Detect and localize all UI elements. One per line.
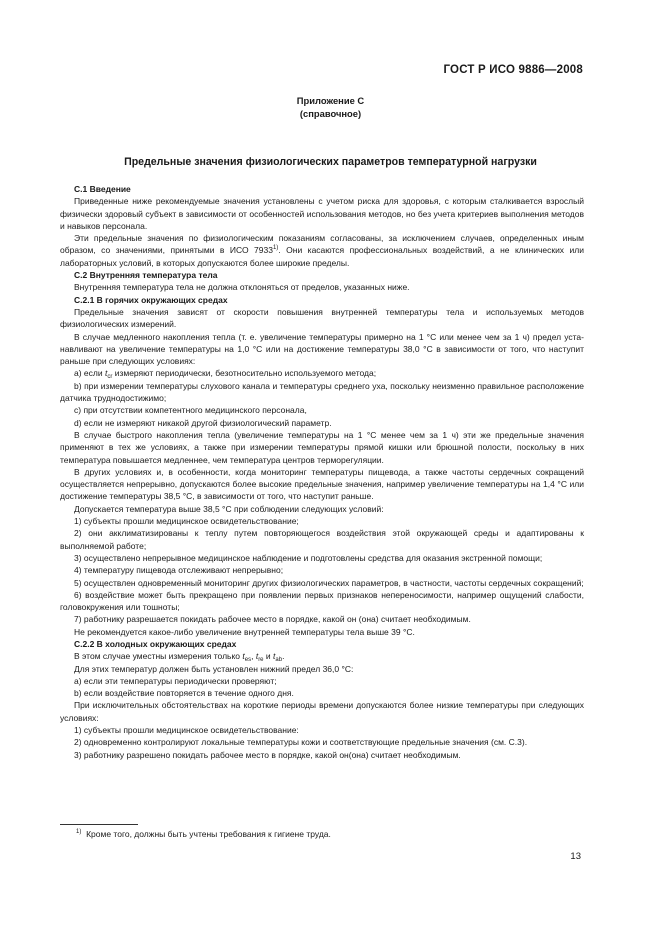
list-item: а) если $t_{cr}$ измеряют периодически, безотносительно используемого метода; bbox=[74, 368, 377, 381]
footnote: $^{1)}$ Кроме того, должны быть учтены требования к гигиене труда. bbox=[76, 829, 331, 839]
footnote-ref: 1) bbox=[272, 245, 279, 252]
paragraph: В случае медленного накопления тепла (т. е. увеличение температуры примерно на 1 °С или менее чем за 1 ч) предел устанавливают на увеличение температуры на 1,0 °С или на достижение температуры 38,0 °С в зависимости от того, что наступит раньше при следующих условиях: bbox=[60, 331, 584, 367]
list-item: 5) осуществлен одновременный мониторинг других физиологических параметров, в частности, частоты сердечных сокращений; bbox=[74, 577, 584, 588]
section-c1-heading: С.1 Введение bbox=[74, 184, 131, 194]
list-item: 6) воздействие может быть прекращено при появлении первых признаков непереносимости, например ощущений слабости, головокружения или тошноты; bbox=[60, 589, 584, 613]
paragraph: Эти предельные значения по физиологическим показаниям согласованы, за исключением случаев, определенных иным образом, со значениями, принятыми в ИСО 7933$^{1)}$. Они касаются профессиональных воздействий, а не клинических или лабораторных условий, в которых допускаются более широкие пределы. bbox=[60, 233, 584, 268]
list-item: 2) они акклиматизированы к теплу путем повторяющегося воздействия этой окружающей среды и адаптированы к выполняемой работе; bbox=[60, 528, 584, 551]
section-c22-heading: С.2.2 В холодных окружающих средах bbox=[74, 638, 237, 649]
list-item: 4) температуру пищевода отслеживают непрерывно; bbox=[74, 565, 284, 576]
list-item: 7) работнику разрешается покидать рабочее место в порядке, какой он (она) считает необходимым. bbox=[74, 614, 471, 625]
footnote-divider bbox=[60, 824, 138, 825]
paragraph: В случае быстрого накопления тепла (увеличение температуры на 1 °С менее чем за 1 ч) эти же предельные значения применяют в тех же условиях, а также при измерении температуры прямой кишки или брюшной полости, поскольку в них температура повышается медленнее, чем температура центров терморегуляции. bbox=[60, 429, 584, 465]
footnote-mark: 1) bbox=[76, 829, 82, 835]
list-item: 3) осуществлено непрерывное медицинское наблюдение и подготовлены средства для оказания экстренной помощи; bbox=[74, 552, 543, 563]
paragraph: Внутренняя температура тела не должна отклоняться от пределов, указанных ниже. bbox=[74, 282, 410, 293]
section-c2-heading: С.2 Внутренняя температура тела bbox=[74, 270, 218, 281]
list-item: а) если эти температуры периодически проверяют; bbox=[74, 675, 277, 686]
paragraph: Не рекомендуется какое-либо увеличение внутренней температуры тела выше 39 °С. bbox=[74, 626, 415, 637]
page-number: 13 bbox=[570, 851, 581, 862]
paragraph: Допускается температура выше 38,5 °С при соблюдении следующих условий: bbox=[74, 503, 384, 514]
list-item: 3) работнику разрешено покидать рабочее место в порядке, какой он(она) считает необходимым. bbox=[74, 749, 461, 760]
document-code: ГОСТ Р ИСО 9886—2008 bbox=[443, 64, 583, 76]
paragraph: Приведенные ниже рекомендуемые значения установлены с учетом риска для здоровья, с которым сталкивается взрослый физически здоровый субъект в зависимости от особенностей использования методов, но без учета критериев выполнения методов и навыков персонала. bbox=[60, 196, 584, 231]
list-item: d) если не измеряют никакой другой физиологический параметр. bbox=[74, 417, 332, 428]
list-item: 1) субъекты прошли медицинское освидетельствование: bbox=[74, 725, 299, 736]
annex-heading bbox=[0, 94, 661, 120]
annex-title: Предельные значения физиологических параметров температурной нагрузки bbox=[124, 156, 537, 168]
list-item: с) при отсутствии компетентного медицинского персонала, bbox=[74, 405, 307, 416]
paragraph: Для этих температур должен быть установлен нижний предел 36,0 °С: bbox=[74, 663, 354, 674]
list-item: 1) субъекты прошли медицинское освидетельствование; bbox=[74, 516, 299, 527]
paragraph: В других условиях и, в особенности, когда мониторинг температуры пищевода, а также частоты сердечных сокращений осуществляется непрерывно, допускаются более высокие предельные значения, например увеличение температуры на 1,4 °С или достижение температуры 38,5 °С, в зависимости от того, что наступит раньше. bbox=[60, 466, 584, 502]
paragraph: Предельные значения зависят от скорости повышения внутренней температуры тела и используемых методов физиологических измерений. bbox=[60, 306, 584, 330]
annex-type: (справочное) bbox=[299, 108, 362, 119]
list-item: b) если воздействие повторяется в течение одного дня. bbox=[74, 688, 294, 699]
paragraph: При исключительных обстоятельствах на короткие периоды времени допускаются более низкие температуры при следующих условиях: bbox=[60, 700, 584, 723]
paragraph: В этом случае уместны измерения только $t_{es}$, $t_{re}$ и $t_{ab}$. bbox=[74, 651, 285, 664]
section-c21-heading: С.2.1 В горячих окружающих средах bbox=[74, 294, 228, 305]
list-item: b) при измерении температуры слухового канала и температуры среднего уха, поскольку неизменно правильное расположение датчика труднодостижимо; bbox=[60, 380, 584, 404]
list-item: 2) одновременно контролируют локальные температуры кожи и соответствующие предельные значения (см. С.3). bbox=[74, 737, 528, 748]
annex-label: Приложение С bbox=[296, 95, 365, 106]
document-body bbox=[60, 183, 584, 761]
